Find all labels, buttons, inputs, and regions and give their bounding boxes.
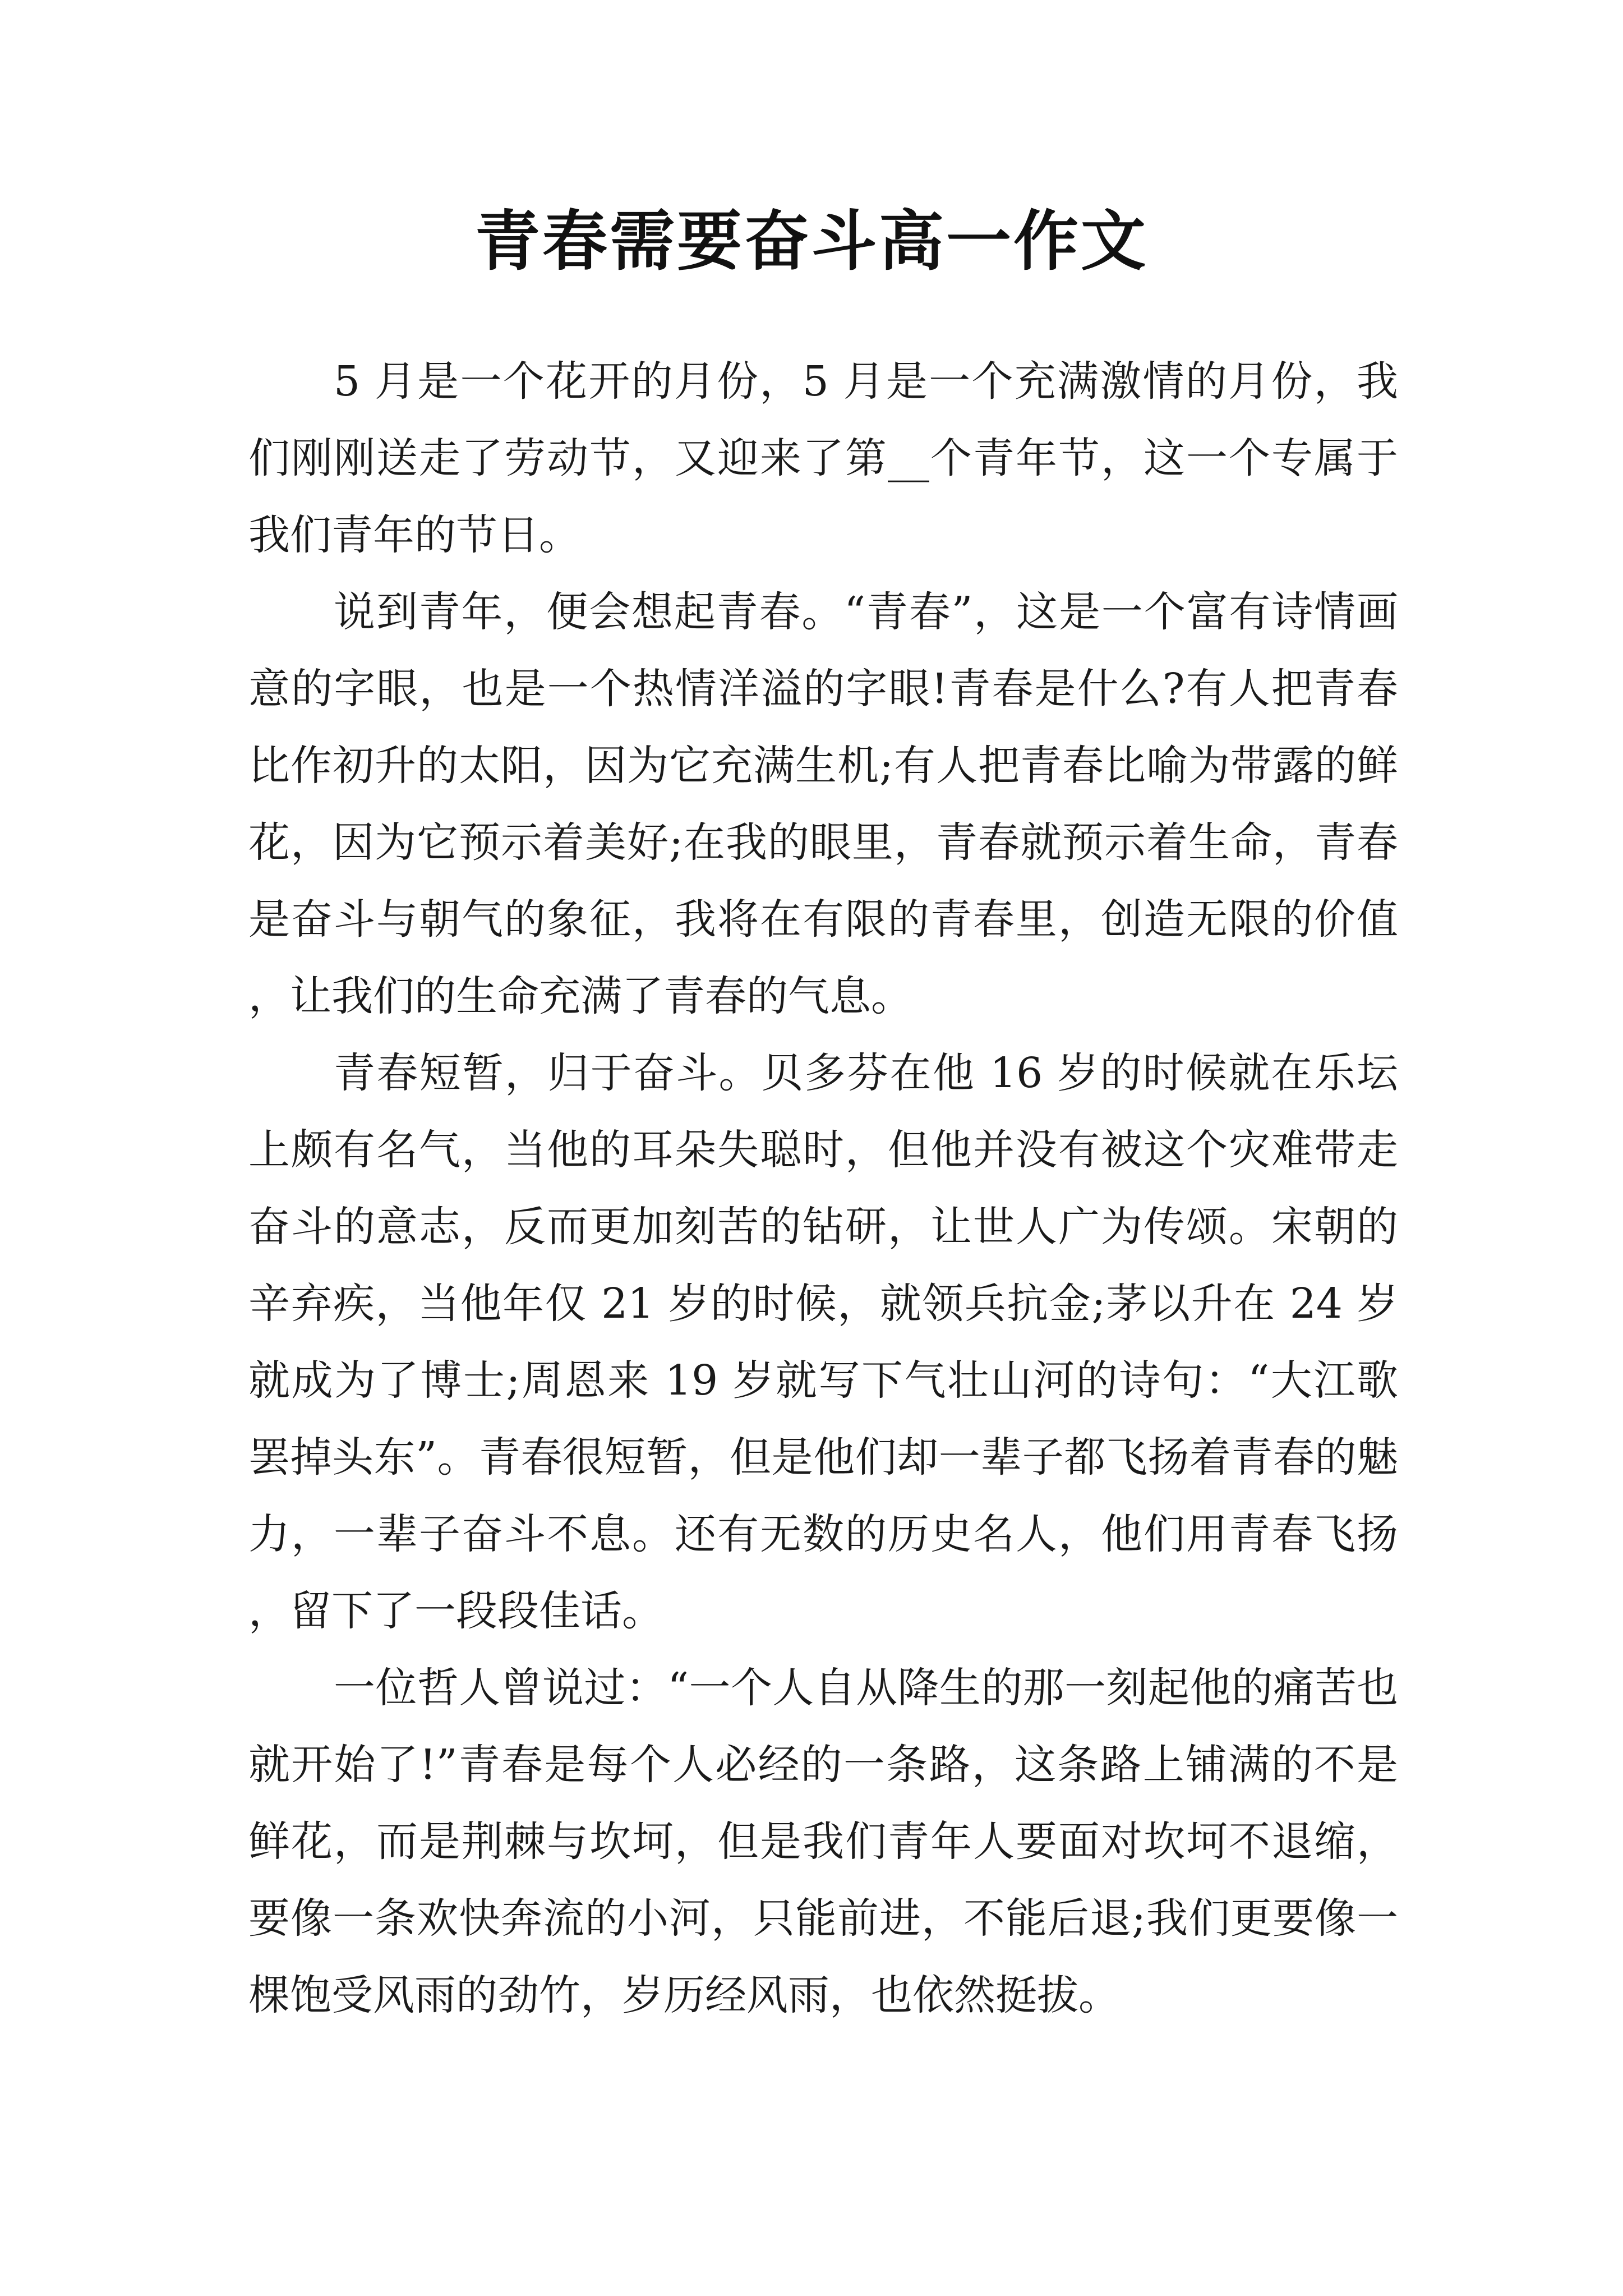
paragraph-1: 5 月是一个花开的月份，5 月是一个充满激情的月份，我们刚刚送走了劳动节，又迎来了第__个青年节，这一个专属于我们青年的节日。: [248, 357, 1398, 559]
paragraph-3: 青春短暂，归于奋斗。贝多芬在他 16 岁的时候就在乐坛上颇有名气，当他的耳朵失聪时，但他并没有被这个灾难带走奋斗的意志，反而更加刻苦的钻研，让世人广为传颂。宋朝的辛弃疾，当他年仅 21 岁的时候，就领兵抗金;茅以升在 24 岁就成为了博士;周恩来 19 岁就写下气壮山河的诗句：“大江歌罢掉头东”。青春很短暂，但是他们却一辈子都飞扬着青春的魅力，一辈子奋斗不息。还有无数的历史名人，他们用青春飞扬，留下了一段段佳话。: [248, 1049, 1398, 1635]
paragraph-2: 说到青年，便会想起青春。“青春”，这是一个富有诗情画意的字眼，也是一个热情洋溢的字眼!青春是什么?有人把青春比作初升的太阳，因为它充满生机;有人把青春比喻为带露的鲜花，因为它预示着美好;在我的眼里，青春就预示着生命，青春是奋斗与朝气的象征，我将在有限的青春里，创造无限的价值，让我们的生命充满了青春的气息。: [248, 588, 1398, 1020]
paragraph-4: 一位哲人曾说过：“一个人自从降生的那一刻起他的痛苦也就开始了!”青春是每个人必经的一条路，这条路上铺满的不是鲜花，而是荆棘与坎坷，但是我们青年人要面对坎坷不退缩，要像一条欢快奔流的小河，只能前进，不能后退;我们更要像一棵饱受风雨的劲竹，岁历经风雨，也依然挺拔。: [248, 1664, 1398, 2019]
document-body: [248, 343, 1398, 2034]
document-title: 青春需要奋斗高一作文: [475, 203, 1148, 279]
